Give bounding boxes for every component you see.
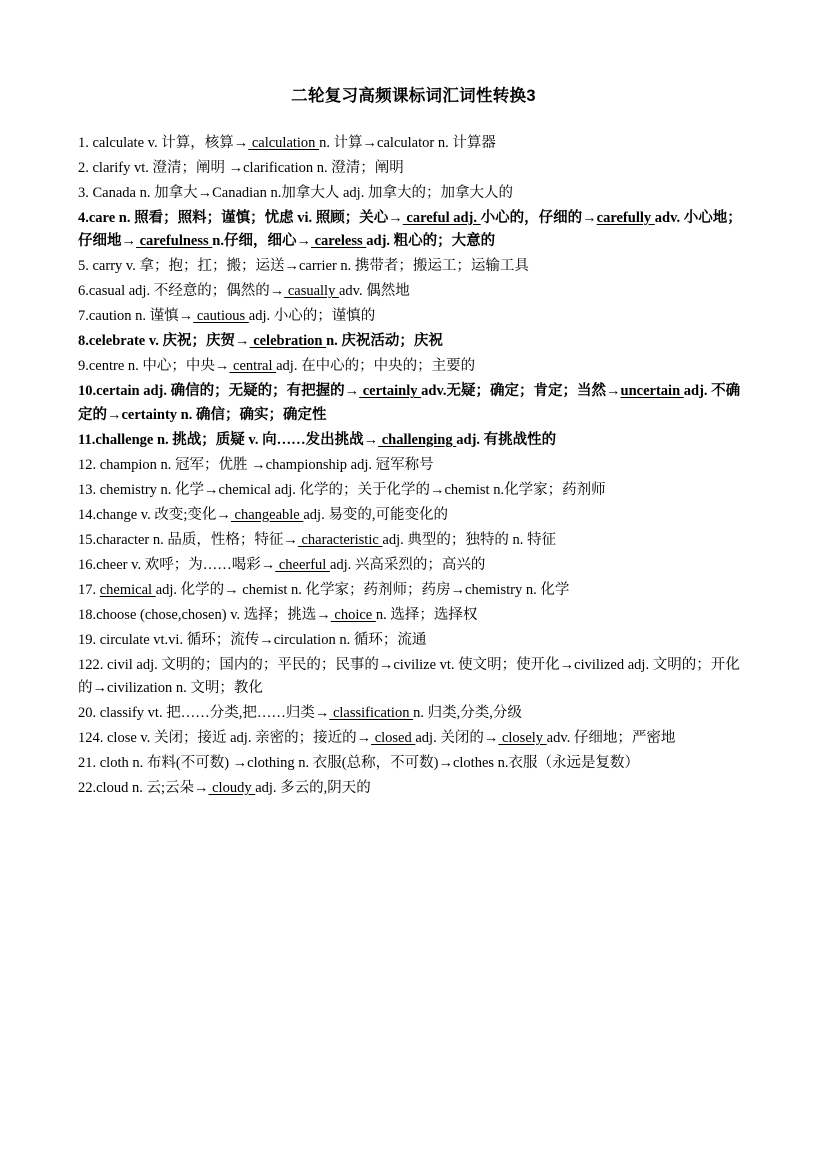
entry-text: 15.character n. 品质，性格；特征→ (78, 531, 298, 548)
entry-text: adv.无疑；确定；肯定；当然→ (421, 383, 621, 400)
derived-word: central (229, 358, 277, 375)
entry-text: 6.casual adj. 不经意的；偶然的→ (78, 283, 285, 300)
entry-text: n. 归类,分类,分级 (413, 705, 522, 722)
derived-word: carefulness (136, 233, 213, 250)
entry-text: 7.caution n. 谨慎→ (78, 308, 194, 325)
derived-word: closely (498, 730, 547, 747)
derived-word: cautious (193, 308, 249, 325)
entry-text: 1. calculate v. 计算，核算→ (78, 135, 249, 151)
entry-text: adj. 多云的,阴天的 (255, 780, 371, 797)
entry-text: adj. 典型的；独特的 n. 特征 (382, 531, 556, 548)
derived-word: careless (310, 233, 367, 250)
derived-word: challenging (378, 431, 457, 448)
derived-word: cheerful (275, 556, 330, 573)
entry-text: 14.change v. 改变;变化→ (78, 506, 231, 523)
entry-text: 124. close v. 关闭；接近 adj. 亲密的；接近的→ (78, 730, 372, 747)
entry-text: adj. 化学的→ chemist n. 化学家；药剂师；药房→chemistry n. 化学 (155, 581, 570, 598)
vocabulary-entry (78, 554, 749, 577)
vocabulary-entry (78, 604, 749, 627)
derived-word: characteristic (297, 531, 383, 548)
entry-text: 20. classify vt. 把……分类,把……归类→ (78, 705, 330, 722)
entry-text: adj. 粗心的；大意的 (366, 233, 496, 250)
entry-text: adj. 有挑战性的 (456, 431, 557, 448)
vocabulary-entry (78, 454, 749, 477)
vocabulary-entry (78, 157, 749, 180)
entry-text: 3. Canada n. 加拿大→Canadian n.加拿大人 adj. 加拿大的；加拿大人的 (78, 184, 513, 201)
entry-text: 2. clarify vt. 澄清；阐明 →clarification n. 澄清；阐明 (78, 159, 404, 176)
vocabulary-entry (78, 479, 749, 502)
vocabulary-entry (78, 777, 749, 800)
vocabulary-entry (78, 579, 749, 602)
derived-word: casually (284, 283, 339, 300)
vocabulary-list (78, 132, 749, 801)
vocabulary-entry (78, 182, 749, 205)
entry-text: adv. 仔细地；严密地 (546, 730, 676, 747)
entry-text: n. 计算→calculator n. 计算器 (319, 135, 496, 151)
vocabulary-entry (78, 654, 749, 701)
entry-text: n.仔细，细心→ (212, 233, 311, 250)
vocabulary-entry (78, 355, 749, 378)
entry-text: 22.cloud n. 云;云朵→ (78, 780, 209, 797)
vocabulary-entry (78, 429, 749, 452)
entry-text: 16.cheer v. 欢呼；为……喝彩→ (78, 556, 276, 573)
vocabulary-entry (78, 132, 749, 155)
entry-text: 18.choose (chose,chosen) v. 选择；挑选→ (78, 606, 331, 623)
derived-word: careful adj. (402, 209, 481, 226)
entry-text: 10.certain adj. 确信的；无疑的；有把握的→ (78, 383, 360, 400)
entry-text: adj. 小心的；谨慎的 (248, 308, 376, 325)
derived-word: celebration (249, 333, 327, 350)
derived-word: classification (329, 705, 414, 722)
entry-text: 5. carry v. 拿；抱；扛；搬；运送→carrier n. 携带者；搬运工；运输工具 (78, 258, 529, 275)
vocabulary-entry (78, 280, 749, 303)
derived-word: choice (330, 606, 376, 623)
entry-text: 21. cloth n. 布料(不可数) →clothing n. 衣服(总称，不可数)→clothes n.衣服（永远是复数） (78, 755, 640, 772)
derived-word: cloudy (208, 780, 256, 797)
vocabulary-entry (78, 529, 749, 552)
entry-text: adj. 关闭的→ (415, 730, 499, 747)
derived-word: certainly (359, 383, 422, 400)
entry-text: adv. 偶然地 (338, 283, 410, 300)
entry-text: 小心的，仔细的→ (480, 209, 597, 226)
derived-word: uncertain (620, 383, 684, 400)
entry-text: n. 庆祝活动；庆祝 (326, 333, 443, 350)
entry-text: 8.celebrate v. 庆祝；庆贺→ (78, 333, 250, 350)
entry-text: 19. circulate vt.vi. 循环；流传→circulation n. 循环；流通 (78, 631, 427, 648)
vocabulary-entry (78, 629, 749, 652)
vocabulary-entry (78, 702, 749, 725)
entry-text: adj. 不确定的→certainty n. 确信；确实；确定性 (78, 383, 741, 423)
entry-text: 17. (78, 581, 100, 598)
entry-text: n. 选择；选择权 (375, 606, 478, 623)
entry-text: 13. chemistry n. 化学→chemical adj. 化学的；关于化学的→chemist n.化学家；药剂师 (78, 481, 606, 498)
entry-text: 9.centre n. 中心；中央→ (78, 358, 230, 375)
derived-word: closed (371, 730, 416, 747)
vocabulary-entry (78, 305, 749, 328)
vocabulary-entry (78, 504, 749, 527)
derived-word: calculation (248, 135, 320, 151)
vocabulary-entry (78, 330, 749, 353)
entry-text: 11.challenge n. 挑战；质疑 v. 向……发出挑战→ (78, 431, 379, 448)
vocabulary-entry (78, 255, 749, 278)
entry-text: adv. 小心地；仔细地→ (78, 209, 742, 250)
vocabulary-entry (78, 752, 749, 775)
entry-text: adj. 兴高采烈的；高兴的 (329, 556, 486, 573)
page-title: 二轮复习高频课标词汇词性转换3 (291, 87, 536, 105)
vocabulary-entry (78, 727, 749, 750)
derived-word: changeable (230, 506, 304, 523)
vocabulary-entry (78, 207, 749, 254)
entry-text: 4.care n. 照看；照料；谨慎；忧虑 vi. 照顾；关心→ (78, 209, 403, 226)
derived-word: carefully (596, 209, 655, 226)
vocabulary-entry (78, 380, 749, 427)
derived-word: chemical (99, 581, 156, 598)
entry-text: adj. 在中心的；中央的；主要的 (276, 358, 476, 375)
entry-text: 12. champion n. 冠军；优胜 →championship adj. 冠军称号 (78, 456, 434, 473)
entry-text: adj. 易变的,可能变化的 (303, 506, 448, 523)
entry-text: 122. civil adj. 文明的；国内的；平民的；民事的→civilize vt. 使文明；使开化→civilized adj. 文明的；开化的→civilization n. 文明；教化 (78, 656, 740, 697)
